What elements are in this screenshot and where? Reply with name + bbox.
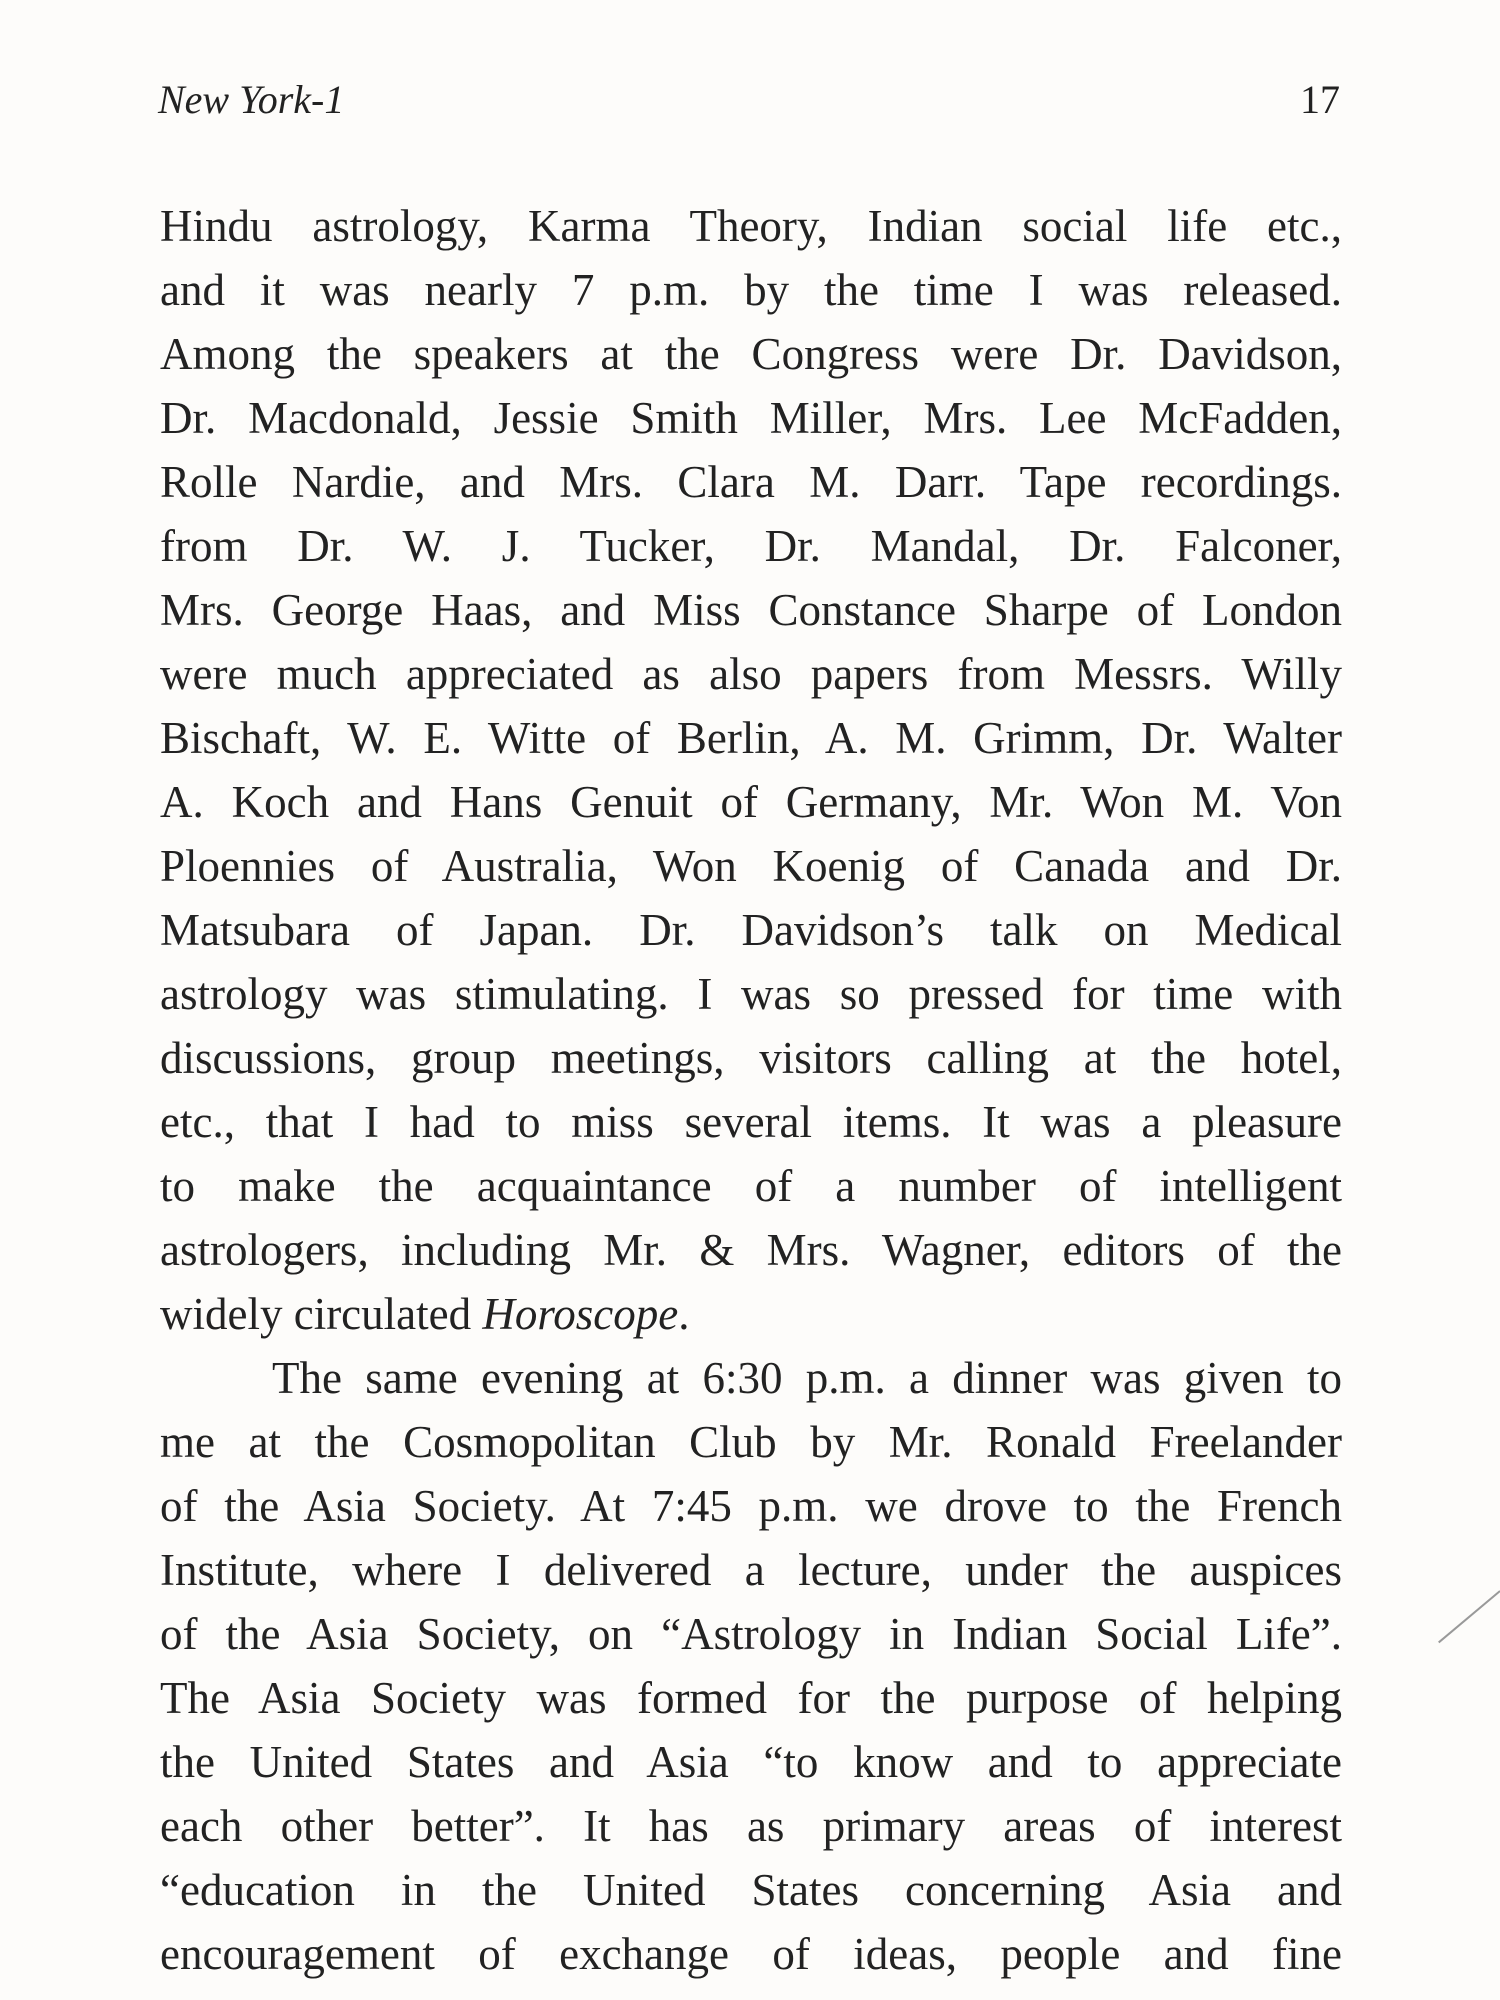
- text-line: discussions, group meetings, visitors calling at the hotel,: [160, 1033, 1342, 1083]
- text-line: astrologers, including Mr. & Mrs. Wagner, editors of the: [160, 1225, 1342, 1275]
- text-line: Matsubara of Japan. Dr. Davidson’s talk on Medical: [160, 905, 1342, 955]
- text-line: encouragement of exchange of ideas, people and fine: [160, 1929, 1342, 1979]
- page-body: [160, 194, 1342, 1986]
- text-line: each other better”. It has as primary areas of interest: [160, 1801, 1342, 1851]
- text-line: from Dr. W. J. Tucker, Dr. Mandal, Dr. Falconer,: [160, 521, 1342, 571]
- text-line: The same evening at 6:30 p.m. a dinner was given to: [272, 1353, 1342, 1403]
- publication-title: Horoscope: [482, 1289, 679, 1339]
- text-line: astrology was stimulating. I was so pressed for time with: [160, 969, 1342, 1019]
- text-line: were much appreciated as also papers from Messrs. Willy: [160, 649, 1342, 699]
- text-line: the United States and Asia “to know and to appreciate: [160, 1737, 1342, 1787]
- running-title: New York-1: [158, 77, 345, 122]
- text-line: and it was nearly 7 p.m. by the time I was released.: [160, 265, 1342, 315]
- text-line: Dr. Macdonald, Jessie Smith Miller, Mrs. Lee McFadden,: [160, 393, 1342, 443]
- pen-mark: [1438, 1590, 1500, 1643]
- text-line: Institute, where I delivered a lecture, under the auspices: [160, 1545, 1342, 1595]
- text-line: Ploennies of Australia, Won Koenig of Canada and Dr.: [160, 841, 1342, 891]
- text-span: widely circulated: [160, 1289, 483, 1339]
- text-line: of the Asia Society. At 7:45 p.m. we drove to the French: [160, 1481, 1342, 1531]
- text-line: Among the speakers at the Congress were Dr. Davidson,: [160, 329, 1342, 379]
- page-number: 17: [1300, 77, 1340, 122]
- text-line: to make the acquaintance of a number of intelligent: [160, 1161, 1342, 1211]
- text-line: Bischaft, W. E. Witte of Berlin, A. M. Grimm, Dr. Walter: [160, 713, 1342, 763]
- text-span: .: [678, 1289, 690, 1339]
- paragraph-end-line: [160, 1282, 1342, 1346]
- text-line: Hindu astrology, Karma Theory, Indian social life etc.,: [160, 201, 1342, 251]
- text-line: of the Asia Society, on “Astrology in Indian Social Life”.: [160, 1609, 1342, 1659]
- text-line: Mrs. George Haas, and Miss Constance Sharpe of London: [160, 585, 1342, 635]
- text-line: me at the Cosmopolitan Club by Mr. Ronald Freelander: [160, 1417, 1342, 1467]
- text-line: etc., that I had to miss several items. It was a pleasure: [160, 1097, 1342, 1147]
- text-line: Rolle Nardie, and Mrs. Clara M. Darr. Tape recordings.: [160, 457, 1342, 507]
- text-line: A. Koch and Hans Genuit of Germany, Mr. Won M. Von: [160, 777, 1342, 827]
- text-line: The Asia Society was formed for the purpose of helping: [160, 1673, 1342, 1723]
- text-line: “education in the United States concerning Asia and: [160, 1865, 1342, 1915]
